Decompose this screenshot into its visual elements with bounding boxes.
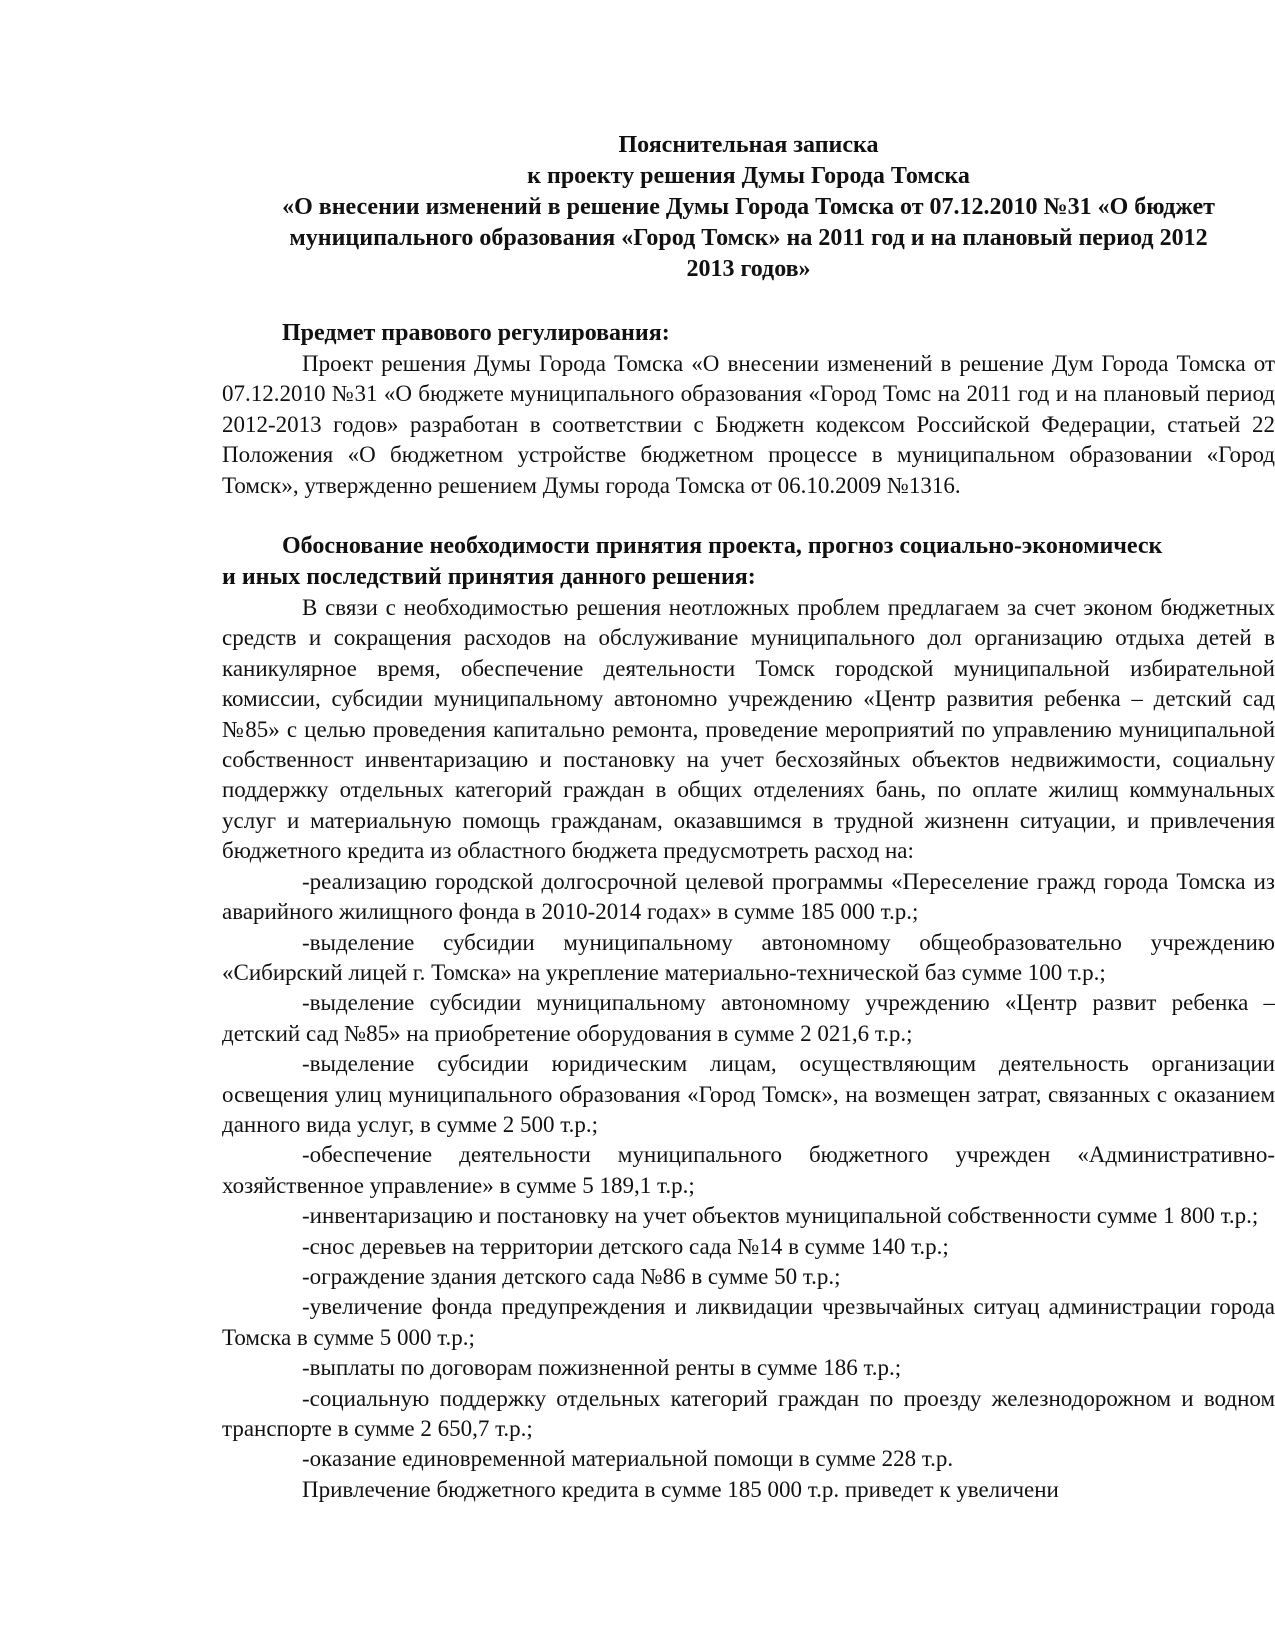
list-item: -инвентаризацию и постановку на учет объектов муниципальной собственности сумме 1 800 т.р.; [302,1203,1259,1229]
list-item: -ограждение здания детского сада №86 в сумме 50 т.р.; [302,1263,841,1289]
list-item: -обеспечение деятельности муниципального бюджетного учрежден «Административно-хозяйственное управление» в сумме 5 189,1 т.р.; [222,1142,1275,1198]
section-paragraph-regulation: Проект решения Думы Города Томска «О внесении изменений в решение Дум Города Томска от 07.12.2010 №31 «О бюджете муниципального образования «Город Томс на 2011 год и на плановый период 2012-2013 годов» разработан в соответствии с Бюджетн кодексом Российской Федерации, статьей 22 Положения «О бюджетном устройстве бюджетном процессе в муниципальном образовании «Город Томск», утвержденно решением Думы города Томска от 06.10.2009 №1316. [222,351,1275,498]
title-line: Пояснительная записка [618,132,879,158]
section-paragraph-intro: В связи с необходимостью решения неотложных проблем предлагаем за счет эконом бюджетных средств и сокращения расходов на обслуживание муниципального дол организацию отдыха детей в каникулярное время, обеспечение деятельности Томск городской муниципальной избирательной комиссии, субсидии муниципальному автономно учреждению «Центр развития ребенка – детский сад №85» с целью проведения капитально ремонта, проведение мероприятий по управлению муниципальной собственност инвентаризацию и постановку на учет бесхозяйных объектов недвижимости, социальну поддержку отдельных категорий граждан в общих отделениях бань, по оплате жилищ коммунальных услуг и материальную помощь гражданам, оказавшимся в трудной жизненн ситуации, и привлечения бюджетного кредита из областного бюджета предусмотреть расход на: [222,595,1275,864]
title-line: «О внесении изменений в решение Думы Города Томска от 07.12.2010 №31 «О бюджет [282,194,1215,220]
title-line: к проекту решения Думы Города Томска [527,163,970,189]
section-heading-justification-cont: и иных последствий принятия данного решения: [222,564,756,591]
document-body [222,318,1275,1505]
title-line: муниципального образования «Город Томск» на 2011 год и на плановый период 2012 [289,225,1208,251]
section-heading-regulation: Предмет правового регулирования: [282,320,670,346]
section-heading-justification: Обоснование необходимости принятия проекта, прогноз социально-экономическ [282,533,1163,560]
title-line: 2013 годов» [686,256,811,282]
list-item: -социальную поддержку отдельных категорий граждан по проезду железнодорожном и водном транспорте в сумме 2 650,7 т.р.; [222,1385,1275,1441]
list-item: -выделение субсидии муниципальному автономному учреждению «Центр развит ребенка – детский сад №85» на приобретение оборудования в сумме 2 021,6 т.р.; [222,990,1275,1046]
document-title [222,130,1275,285]
list-item: -выделение субсидии юридическим лицам, осуществляющим деятельность организации освещения улиц муниципального образования «Город Томск», на возмещен затрат, связанных с оказанием данного вида услуг, в сумме 2 500 т.р.; [222,1051,1275,1137]
list-item: -увеличение фонда предупреждения и ликвидации чрезвычайных ситуац администрации города Томска в сумме 5 000 т.р.; [222,1294,1275,1350]
list-item: -выплаты по договорам пожизненной ренты в сумме 186 т.р.; [302,1355,902,1381]
list-item: -выделение субсидии муниципальному автономному общеобразовательно учреждению «Сибирский лицей г. Томска» на укрепление материально-технической баз сумме 100 т.р.; [222,929,1275,985]
list-item: -снос деревьев на территории детского сада №14 в сумме 140 т.р.; [302,1233,949,1259]
list-item: -оказание единовременной материальной помощи в сумме 228 т.р. [302,1446,954,1472]
spacer [222,501,1275,531]
list-item: -реализацию городской долгосрочной целевой программы «Переселение гражд города Томска из аварийного жилищного фонда в 2010-2014 годах» в сумме 185 000 т.р.; [222,868,1275,925]
list-item: Привлечение бюджетного кредита в сумме 185 000 т.р. приведет к увеличени [302,1476,1059,1502]
